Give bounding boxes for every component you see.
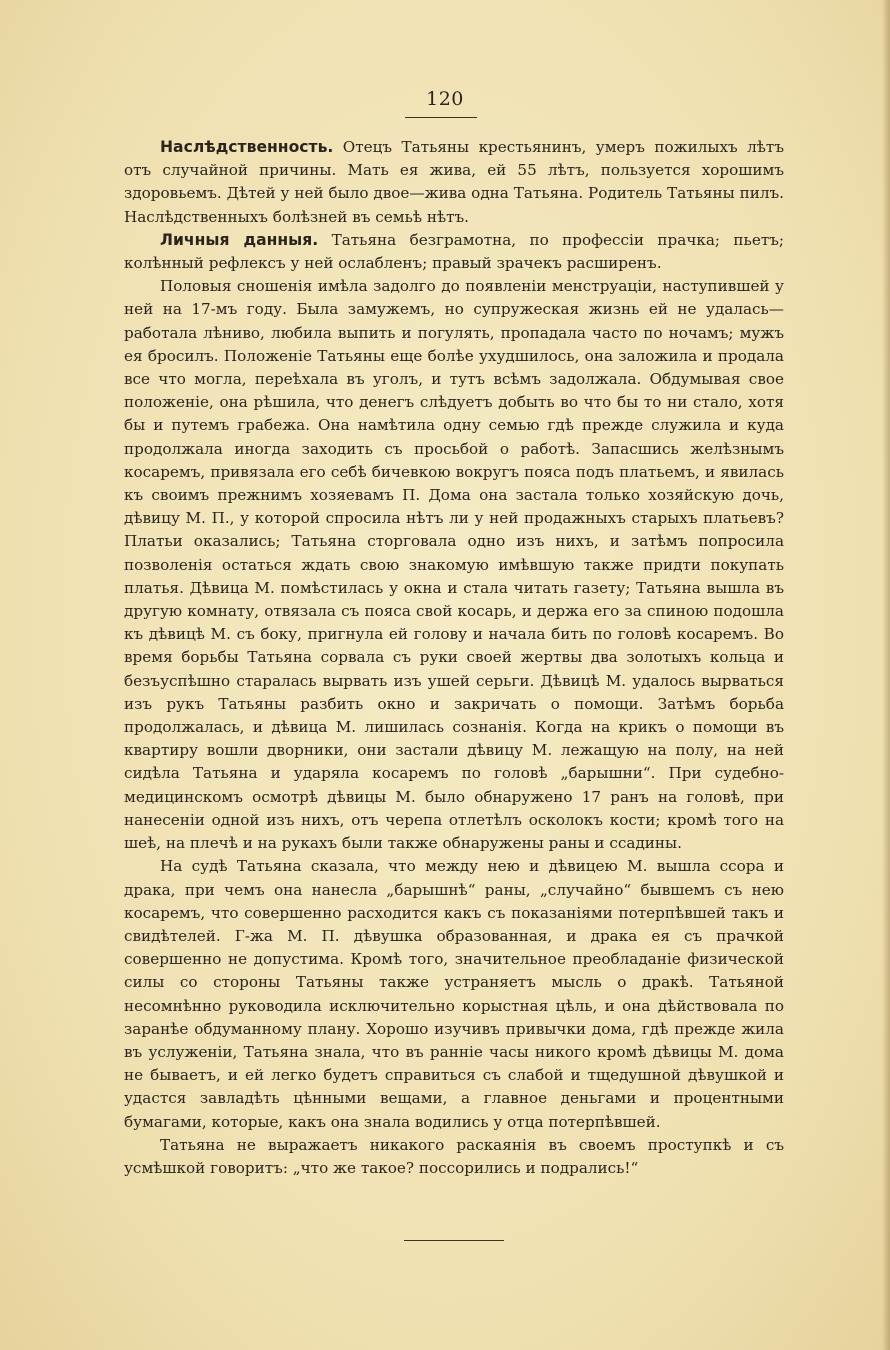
paragraph-heredity [124, 136, 784, 229]
paragraph-trial [124, 855, 784, 1133]
paragraph-text: Татьяна не выражаетъ никакого раскаянія въ своемъ проступкѣ и съ усмѣшкой говоритъ: „что же такое? поссорились и подрались!“ [124, 1135, 784, 1177]
page-edge-shadow [882, 0, 890, 1350]
paragraph-conclusion [124, 1134, 784, 1180]
body-text [124, 136, 784, 1180]
paragraph-case-history [124, 275, 784, 855]
page-number: 120 [426, 88, 464, 110]
paragraph-text: Татьяна безграмотна, по профессіи прачка; пьетъ; колѣнный рефлексъ у ней ослабленъ; правый зрачекъ расширенъ. [124, 230, 784, 273]
paragraph-text: На судѣ Татьяна сказала, что между нею и дѣвицею М. вышла ссора и драка, при чемъ она нанесла „барышнѣ“ раны, „случайно“ бывшемъ съ нею косаремъ, что совершенно расходится какъ съ показаніями потерпѣвшей такъ и свидѣтелей. Г-жа М. П. дѣвушка образованная, и драка ея съ прачкой совершенно не допустима. Кромѣ того, значительное преобладаніе физической силы со стороны Татьяны также устраняетъ мысль о дракѣ. Татьяной несомнѣнно руководила исключительно корыстная цѣль, и она дѣйствовала по заранѣе обдуманному плану. Хорошо изучивъ привычки дома, гдѣ прежде жила въ услуженіи, Татьяна знала, что въ ранніе часы никого кромѣ дѣвицы М. дома не бываетъ, и ей легко будетъ справиться съ слабой и тщедушной дѣвушкой и удастся завладѣть цѣнными вещами, а главное деньгами и процентными бумагами, которые, какъ она знала водились у отца потерпѣвшей. [124, 857, 784, 1131]
paragraph-text: Половыя сношенія имѣла задолго до появленіи менструаціи, наступившей у ней на 17-мъ году. Была замужемъ, но супружеская жизнь ей не удалась—работала лѣниво, любила выпить и погулять, пропадала часто по ночамъ; мужъ ея бросилъ. Положеніе Татьяны еще болѣе ухудшилось, она заложила и продала все что могла, переѣхала въ уголъ, и тутъ всѣмъ задолжала. Обдумывая свое положеніе, она рѣшила, что денегъ слѣдуетъ добыть во что бы то ни стало, хотя бы и путемъ грабежа. Она намѣтила одну семью гдѣ прежде служила и куда продолжала иногда заходить съ просьбой о работѣ. Запасшись желѣзнымъ косаремъ, привязала его себѣ бичевкою вокругъ пояса подъ платьемъ, и явилась къ своимъ прежнимъ хозяевамъ П. Дома она застала только хозяйскую дочь, дѣвицу М. П., у которой спросила нѣтъ ли у ней продажныхъ старыхъ платьевъ? Платьи оказались; Татьяна сторговала одно изъ нихъ, и затѣмъ попросила позволенія остаться ждать свою знакомую имѣвшую также придти покупать платья. Дѣвица М. помѣстилась у окна и стала читать газету; Татьяна вышла въ другую комнату, отвязала съ пояса свой косарь, и держа его за спиною подошла къ дѣвицѣ М. съ боку, пригнула ей голову и начала бить по головѣ косаремъ. Во время борьбы Татьяна сорвала съ руки своей жертвы два золотыхъ кольца и безъуспѣшно старалась вырвать изъ ушей серьги. Дѣвицѣ М. удалось вырваться изъ рукъ Татьяны разбить окно и закричать о помощи. Затѣмъ борьба продолжалась, и дѣвица М. лишилась сознанія. Когда на крикъ о помощи въ квартиру вошли дворники, они застали дѣвицу М. лежащую на полу, на ней сидѣла Татьяна и ударяла косаремъ по головѣ „барышни“. При судебно-медицинскомъ осмотрѣ дѣвицы М. было обнаружено 17 ранъ на головѣ, при нанесеніи одной изъ нихъ, отъ черепа отлетѣлъ осколокъ кости; кромѣ того на шеѣ, на плечѣ и на рукахъ были также обнаружены раны и ссадины. [124, 277, 784, 853]
paragraph-text: Отецъ Татьяны крестьянинъ, умеръ пожилыхъ лѣтъ отъ случайной причины. Мать ея жива, ей 55 лѣтъ, пользуется хорошимъ здоровьемъ. Дѣтей у ней было двое—жива одна Татьяна. Родитель Татьяны пилъ. Наслѣдственныхъ болѣзней въ семьѣ нѣтъ. [124, 138, 784, 226]
end-rule [404, 1240, 504, 1241]
heading-personal-data: Личныя данныя. [160, 230, 319, 249]
page-number-rule [405, 117, 477, 118]
heading-heredity: Наслѣдственность. [160, 138, 334, 156]
paragraph-personal-data [124, 229, 784, 275]
